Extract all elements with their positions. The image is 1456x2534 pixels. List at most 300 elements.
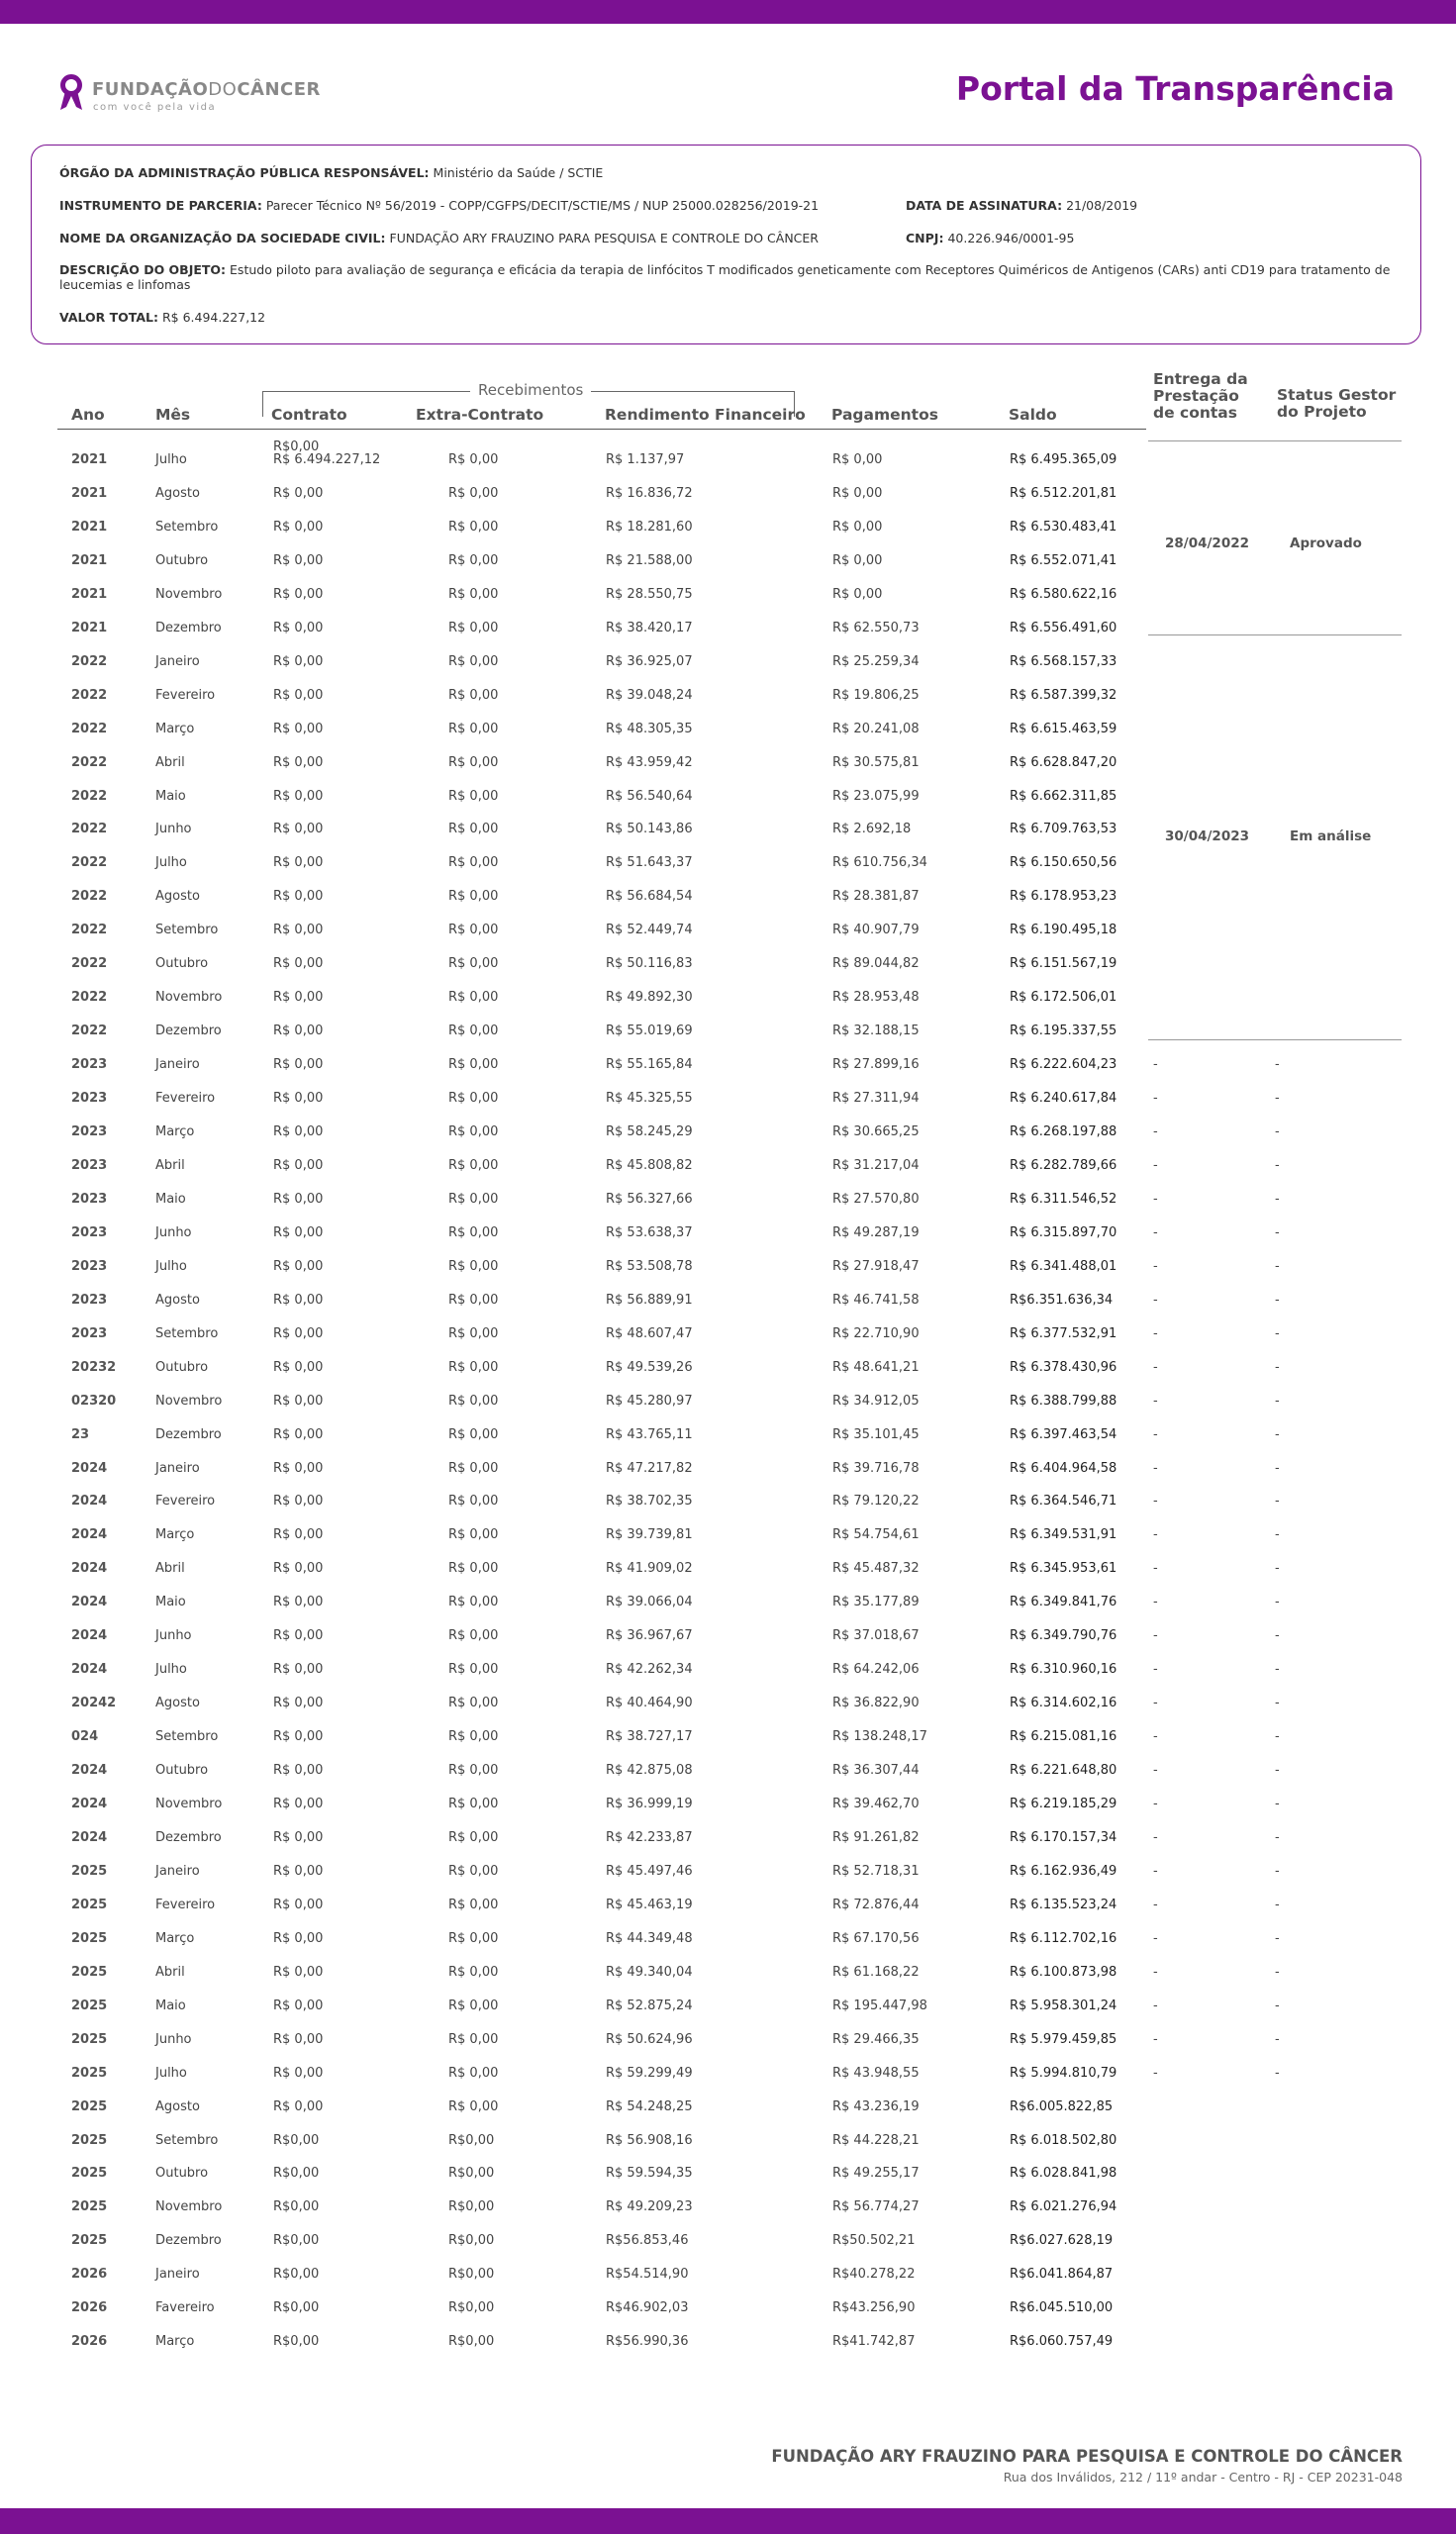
footer-address: Rua dos Inválidos, 212 / 11º andar - Centro - RJ - CEP 20231-048 [1003,2470,1403,2485]
cell-ano: 2024 [71,1763,108,1779]
cell-mes: Julho [155,2065,187,2081]
cell-ano: 2023 [71,1224,108,1240]
cell-ano: 2024 [71,1561,108,1577]
cell-entrega: - [1153,1964,1158,1980]
table-row [0,1057,1456,1077]
cell-pagamentos: R$ 91.261,82 [832,1829,920,1845]
cell-contrato: R$ 0,00 [273,822,324,837]
cnpj-line: CNPJ: 40.226.946/0001-95 [906,231,1075,245]
cell-ano: 2025 [71,1897,108,1912]
table-row [0,1023,1456,1043]
cell-entrega: - [1153,1292,1158,1308]
cell-pagamentos: R$ 79.120,22 [832,1494,920,1510]
cell-ano: 2026 [71,2267,108,2283]
table-row [0,1124,1456,1144]
cell-saldo: R$ 6.397.463,54 [1010,1426,1117,1442]
table-row [0,1561,1456,1581]
cell-rendimento: R$ 40.464,90 [606,1696,693,1711]
cell-rendimento: R$ 55.019,69 [606,1023,693,1039]
cell-pagamentos: R$ 27.570,80 [832,1191,920,1207]
cell-entrega: - [1153,1829,1158,1845]
cell-extra-contrato: R$ 0,00 [448,1393,499,1409]
cell-status: - [1275,1595,1280,1610]
cell-status: - [1275,1460,1280,1476]
cell-extra-contrato: R$ 0,00 [448,1763,499,1779]
cell-ano: 2025 [71,1930,108,1946]
cell-pagamentos: R$ 67.170,56 [832,1930,920,1946]
cell-pagamentos: R$ 45.487,32 [832,1561,920,1577]
cell-saldo: R$ 6.151.567,19 [1010,956,1117,972]
logo-brand: FUNDAÇÃODOCÂNCER [92,79,321,100]
cell-mes: Agosto [155,2098,200,2114]
cell-rendimento: R$ 45.325,55 [606,1091,693,1107]
table-row [0,956,1456,976]
cell-contrato: R$ 0,00 [273,1797,324,1811]
cell-status: - [1275,1527,1280,1543]
cell-entrega: - [1153,1930,1158,1946]
cell-mes: Julho [155,1258,187,1274]
cell-entrega: - [1153,1157,1158,1173]
cell-saldo: R$ 6.341.488,01 [1010,1258,1117,1274]
table-row [0,990,1456,1010]
cell-extra-contrato: R$ 0,00 [448,1157,499,1173]
cell-rendimento: R$ 42.875,08 [606,1763,693,1779]
cell-rendimento: R$ 39.048,24 [606,687,693,703]
cell-rendimento: R$ 47.217,82 [606,1460,693,1476]
cell-entrega: - [1153,1258,1158,1274]
cell-saldo: R$ 6.349.790,76 [1010,1628,1117,1644]
table-row [0,1494,1456,1513]
cell-mes: Março [155,2334,195,2350]
cell-contrato: R$ 0,00 [273,1359,324,1375]
cell-pagamentos: R$ 0,00 [832,552,883,568]
cell-extra-contrato: R$ 0,00 [448,1628,499,1644]
table-row [0,789,1456,809]
cell-saldo: R$ 6.345.953,61 [1010,1561,1117,1577]
cell-saldo: R$ 6.512.201,81 [1010,485,1117,501]
cell-entrega: - [1153,1662,1158,1678]
cell-status: - [1275,1224,1280,1240]
cell-extra-contrato: R$ 0,00 [448,2031,499,2047]
table-row [0,1192,1456,1212]
group-1-entrega: 28/04/2022 [1165,536,1250,551]
cell-contrato: R$ 0,00 [273,1595,324,1610]
cell-saldo: R$ 6.178.953,23 [1010,889,1117,905]
cell-pagamentos: R$ 30.575,81 [832,754,920,770]
cell-rendimento: R$54.514,90 [606,2267,689,2283]
cell-pagamentos: R$ 35.101,45 [832,1426,920,1442]
cell-extra-contrato: R$0,00 [448,2267,495,2283]
cell-ano: 2024 [71,1628,108,1644]
cell-saldo: R$ 6.364.546,71 [1010,1494,1117,1510]
cell-ano: 2022 [71,923,108,938]
table-row [0,2166,1456,2186]
cell-mes: Agosto [155,1696,200,1711]
cell-pagamentos: R$40.278,22 [832,2267,916,2283]
cell-ano: 2023 [71,1191,108,1207]
cell-entrega: - [1153,1595,1158,1610]
cell-saldo: R$ 6.028.841,98 [1010,2166,1117,2182]
table-row [0,1898,1456,1917]
table-row [0,755,1456,775]
descricao-line: DESCRIÇÃO DO OBJETO: Estudo piloto para avaliação de segurança e eficácia da terapia de linfócitos T modificados geneticamente com Receptores Quiméricos de Antigenos (CARs) anti CD19 para tratamento de leucemias e linfomas [59,262,1391,292]
cell-ano: 2023 [71,1091,108,1107]
cell-saldo: R$ 6.388.799,88 [1010,1393,1117,1409]
cell-rendimento: R$ 45.497,46 [606,1863,693,1879]
cell-status: - [1275,1091,1280,1107]
cell-saldo: R$ 6.018.502,80 [1010,2132,1117,2148]
group-2-status: Em análise [1290,828,1372,844]
header-rendimento: Rendimento Financeiro [605,406,806,424]
table-row [0,621,1456,640]
cell-entrega: - [1153,1998,1158,2013]
cell-contrato: R$ 0,00 [273,855,324,871]
cell-extra-contrato: R$ 0,00 [448,1258,499,1274]
cell-status: - [1275,1561,1280,1577]
cell-ano: 02320 [71,1393,117,1409]
cell-extra-contrato: R$ 0,00 [448,519,499,535]
page-title: Portal da Transparência [955,69,1395,108]
cell-mes: Maio [155,1595,186,1610]
cell-extra-contrato: R$ 0,00 [448,653,499,669]
cell-contrato: R$0,00 [273,2233,320,2249]
instrumento-line: INSTRUMENTO DE PARCERIA: Parecer Técnico Nº 56/2019 - COPP/CGFPS/DECIT/SCTIE/MS / NUP 25000.028256/2019-21 [59,198,820,213]
cell-extra-contrato: R$ 0,00 [448,1797,499,1811]
cell-mes: Janeiro [155,1460,200,1476]
cell-saldo: R$ 6.404.964,58 [1010,1460,1117,1476]
group-1-status: Aprovado [1290,536,1362,551]
cell-ano: 20242 [71,1696,117,1711]
cell-extra-contrato: R$ 0,00 [448,485,499,501]
cell-status: - [1275,1426,1280,1442]
cell-extra-contrato: R$ 0,00 [448,788,499,804]
cell-mes: Dezembro [155,2233,222,2249]
cell-ano: 2022 [71,855,108,871]
cell-contrato: R$ 0,00 [273,1729,324,1745]
cell-status: - [1275,1157,1280,1173]
cell-ano: 2026 [71,2334,108,2350]
cell-rendimento: R$ 18.281,60 [606,519,693,535]
cell-saldo: R$ 6.587.399,32 [1010,687,1117,703]
cell-contrato: R$ 0,00 [273,1258,324,1274]
cell-saldo: R$ 6.556.491,60 [1010,620,1117,635]
cell-mes: Outubro [155,2166,209,2182]
table-row [0,520,1456,539]
cell-extra-contrato: R$ 0,00 [448,1595,499,1610]
cell-saldo: R$ 6.349.841,76 [1010,1595,1117,1610]
cell-extra-contrato: R$0,00 [448,2199,495,2215]
cell-status: - [1275,1964,1280,1980]
cell-contrato: R$ 0,00 [273,1527,324,1543]
header-mes: Mês [155,406,191,424]
cell-ano: 2025 [71,2132,108,2148]
cell-contrato: R$ 0,00 [273,1023,324,1039]
cell-ano: 2022 [71,990,108,1006]
cell-contrato: R$ 0,00 [273,754,324,770]
cell-mes: Novembro [155,1393,223,1409]
cell-mes: Setembro [155,2132,219,2148]
cell-extra-contrato: R$ 0,00 [448,1662,499,1678]
cell-mes: Agosto [155,889,200,905]
table-row [0,553,1456,573]
cell-saldo: R$ 6.568.157,33 [1010,653,1117,669]
cell-mes: Dezembro [155,620,222,635]
cell-ano: 2026 [71,2300,108,2316]
cell-contrato: R$ 0,00 [273,1292,324,1308]
cell-rendimento: R$ 48.607,47 [606,1325,693,1341]
cell-mes: Janeiro [155,1057,200,1073]
cell-ano: 2025 [71,2098,108,2114]
cell-extra-contrato: R$ 0,00 [448,1359,499,1375]
cell-pagamentos: R$ 610.756,34 [832,855,927,871]
cell-mes: Setembro [155,1729,219,1745]
cell-contrato: R$ 0,00 [273,1628,324,1644]
cell-entrega: - [1153,1863,1158,1879]
cell-contrato: R$ 0,00 [273,889,324,905]
cell-mes: Março [155,721,195,736]
cell-entrega: - [1153,1393,1158,1409]
table-row [0,1662,1456,1682]
cell-saldo: R$ 6.195.337,55 [1010,1023,1117,1039]
cell-pagamentos: R$43.256,90 [832,2300,916,2316]
cell-contrato: R$ 0,00 [273,2065,324,2081]
cell-saldo: R$ 6.495.365,09 [1010,452,1117,467]
table-row [0,688,1456,708]
cell-extra-contrato: R$ 0,00 [448,1124,499,1139]
table-row [0,587,1456,607]
cell-ano: 2022 [71,754,108,770]
recebimentos-label: Recebimentos [470,381,591,399]
cell-ano: 2024 [71,1494,108,1510]
cell-ano: 2023 [71,1057,108,1073]
cell-status: - [1275,1628,1280,1644]
cell-extra-contrato: R$ 0,00 [448,754,499,770]
cell-rendimento: R$ 49.892,30 [606,990,693,1006]
cell-contrato: R$ 0,00 [273,1863,324,1879]
cell-mes: Favereiro [155,2300,215,2316]
header-contrato: Contrato [271,406,347,424]
cell-rendimento: R$ 45.808,82 [606,1157,693,1173]
cell-saldo: R$ 6.150.650,56 [1010,855,1117,871]
cell-pagamentos: R$ 52.718,31 [832,1863,920,1879]
cell-rendimento: R$ 56.889,91 [606,1292,693,1308]
cell-contrato: R$ 0,00 [273,1561,324,1577]
table-row [0,855,1456,875]
table-row [0,1461,1456,1481]
table-row [0,923,1456,942]
cell-pagamentos: R$ 22.710,90 [832,1325,920,1341]
cell-ano: 2025 [71,2233,108,2249]
cell-status: - [1275,1325,1280,1341]
cell-entrega: - [1153,1797,1158,1811]
cell-rendimento: R$ 49.539,26 [606,1359,693,1375]
header-ano: Ano [71,406,105,424]
table-row [0,889,1456,909]
cell-mes: Novembro [155,586,223,602]
table-row [0,1293,1456,1313]
cell-mes: Outubro [155,1763,209,1779]
cell-rendimento: R$ 53.508,78 [606,1258,693,1274]
cell-contrato: R$ 0,00 [273,1057,324,1073]
cell-ano: 2021 [71,552,108,568]
cell-saldo: R$ 5.979.459,85 [1010,2031,1117,2047]
cell-saldo: R$ 6.580.622,16 [1010,586,1117,602]
cell-saldo: R$ 6.135.523,24 [1010,1897,1117,1912]
cell-extra-contrato: R$ 0,00 [448,2098,499,2114]
cell-pagamentos: R$ 62.550,73 [832,620,920,635]
cell-pagamentos: R$ 31.217,04 [832,1157,920,1173]
cell-contrato: R$ 0,00 [273,721,324,736]
cell-ano: 2023 [71,1157,108,1173]
cell-mes: Setembro [155,519,219,535]
cell-saldo: R$ 6.240.617,84 [1010,1091,1117,1107]
cell-status: - [1275,1057,1280,1073]
cell-contrato: R$ 0,00 [273,1964,324,1980]
cell-mes: Abril [155,1157,185,1173]
cell-saldo: R$ 6.311.546,52 [1010,1191,1117,1207]
cell-mes: Março [155,1527,195,1543]
table-row [0,1527,1456,1547]
cell-entrega: - [1153,1359,1158,1375]
cell-saldo: R$ 6.378.430,96 [1010,1359,1117,1375]
table-row [0,1091,1456,1111]
table-row [0,2199,1456,2219]
cell-status: - [1275,1258,1280,1274]
cell-mes: Dezembro [155,1023,222,1039]
cell-mes: Abril [155,1561,185,1577]
cell-extra-contrato: R$ 0,00 [448,1829,499,1845]
cell-mes: Agosto [155,485,200,501]
cell-contrato: R$ 0,00 [273,956,324,972]
cell-saldo: R$6.045.510,00 [1010,2300,1114,2316]
cell-contrato: R$ 0,00 [273,1191,324,1207]
cell-contrato: R$ 0,00 [273,620,324,635]
cell-rendimento: R$ 45.463,19 [606,1897,693,1912]
table-row [0,2066,1456,2086]
cell-pagamentos: R$ 49.287,19 [832,1224,920,1240]
cell-ano: 20232 [71,1359,117,1375]
cell-pagamentos: R$ 56.774,27 [832,2199,920,2215]
cell-rendimento: R$ 21.588,00 [606,552,693,568]
cell-pagamentos: R$ 64.242,06 [832,1662,920,1678]
cell-contrato: R$ 0,00 [273,1829,324,1845]
cell-saldo: R$ 6.170.157,34 [1010,1829,1117,1845]
cell-pagamentos: R$ 0,00 [832,586,883,602]
cell-rendimento: R$ 38.727,17 [606,1729,693,1745]
cell-extra-contrato: R$ 0,00 [448,620,499,635]
cell-contrato: R$ 0,00 [273,1494,324,1510]
cell-status: - [1275,1829,1280,1845]
cell-contrato: R$ 0,00 [273,485,324,501]
cell-pagamentos: R$ 54.754,61 [832,1527,920,1543]
table-row [0,2233,1456,2253]
cell-extra-contrato: R$ 0,00 [448,1426,499,1442]
table-row [0,1595,1456,1614]
cell-pagamentos: R$ 20.241,08 [832,721,920,736]
cell-rendimento: R$ 50.143,86 [606,822,693,837]
cell-saldo: R$ 6.221.648,80 [1010,1763,1117,1779]
cell-status: - [1275,1729,1280,1745]
cell-saldo: R$ 6.709.763,53 [1010,822,1117,837]
cell-rendimento: R$ 55.165,84 [606,1057,693,1073]
table-row [0,822,1456,841]
cell-pagamentos: R$ 48.641,21 [832,1359,920,1375]
cell-rendimento: R$ 49.340,04 [606,1964,693,1980]
table-row [0,452,1456,472]
cell-extra-contrato: R$ 0,00 [448,552,499,568]
cell-extra-contrato: R$ 0,00 [448,889,499,905]
cell-ano: 2022 [71,822,108,837]
cell-ano: 2023 [71,1258,108,1274]
cell-ano: 2021 [71,452,108,467]
cell-contrato: R$0,00 [273,2132,320,2148]
cell-saldo: R$ 6.377.532,91 [1010,1325,1117,1341]
cell-rendimento: R$56.990,36 [606,2334,689,2350]
cell-pagamentos: R$ 89.044,82 [832,956,920,972]
cell-saldo: R$ 6.552.071,41 [1010,552,1117,568]
cell-mes: Setembro [155,923,219,938]
cell-entrega: - [1153,1057,1158,1073]
cell-extra-contrato: R$ 0,00 [448,1696,499,1711]
cell-extra-contrato: R$ 0,00 [448,1057,499,1073]
header-divider [57,429,1146,430]
cell-rendimento: R$ 54.248,25 [606,2098,693,2114]
table-row [0,1729,1456,1749]
cell-contrato: R$ 0,00 [273,1696,324,1711]
cell-extra-contrato: R$ 0,00 [448,1191,499,1207]
cell-pagamentos: R$ 46.741,58 [832,1292,920,1308]
cell-pagamentos: R$ 28.953,48 [832,990,920,1006]
cell-extra-contrato: R$ 0,00 [448,1964,499,1980]
organizacao-line: NOME DA ORGANIZAÇÃO DA SOCIEDADE CIVIL: FUNDAÇÃO ARY FRAUZINO PARA PESQUISA E CONTROLE DO CÂNCER [59,231,819,245]
cell-contrato: R$ 0,00 [273,1157,324,1173]
cell-saldo: R$ 6.222.604,23 [1010,1057,1117,1073]
cell-status: - [1275,1863,1280,1879]
valor-total-line: VALOR TOTAL: R$ 6.494.227,12 [59,310,266,325]
cell-pagamentos: R$ 0,00 [832,485,883,501]
cell-rendimento: R$46.902,03 [606,2300,689,2316]
cell-saldo: R$ 6.615.463,59 [1010,721,1117,736]
table-row [0,1427,1456,1447]
table-row [0,1158,1456,1178]
cell-ano: 2024 [71,1595,108,1610]
cell-rendimento: R$ 36.925,07 [606,653,693,669]
table-row [0,1360,1456,1380]
cell-extra-contrato: R$ 0,00 [448,1325,499,1341]
cell-rendimento: R$ 43.765,11 [606,1426,693,1442]
cell-rendimento: R$ 52.449,74 [606,923,693,938]
cell-rendimento: R$ 45.280,97 [606,1393,693,1409]
cell-mes: Julho [155,1662,187,1678]
table-row [0,1830,1456,1850]
cell-contrato: R$ 0,00 [273,1393,324,1409]
cell-mes: Março [155,1124,195,1139]
cell-mes: Agosto [155,1292,200,1308]
cell-mes: Junho [155,1224,192,1240]
cell-saldo: R$ 6.310.960,16 [1010,1662,1117,1678]
logo-tagline: com você pela vida [93,102,217,113]
cell-extra-contrato: R$ 0,00 [448,855,499,871]
cell-ano: 2021 [71,586,108,602]
cell-contrato: R$ 0,00 [273,923,324,938]
cell-pagamentos: R$ 35.177,89 [832,1595,920,1610]
cell-rendimento: R$ 50.116,83 [606,956,693,972]
cell-extra-contrato: R$ 0,00 [448,1527,499,1543]
cell-contrato: R$ 0,00 [273,653,324,669]
cell-rendimento: R$56.853,46 [606,2233,689,2249]
table-row [0,1763,1456,1783]
cell-extra-contrato: R$ 0,00 [448,956,499,972]
